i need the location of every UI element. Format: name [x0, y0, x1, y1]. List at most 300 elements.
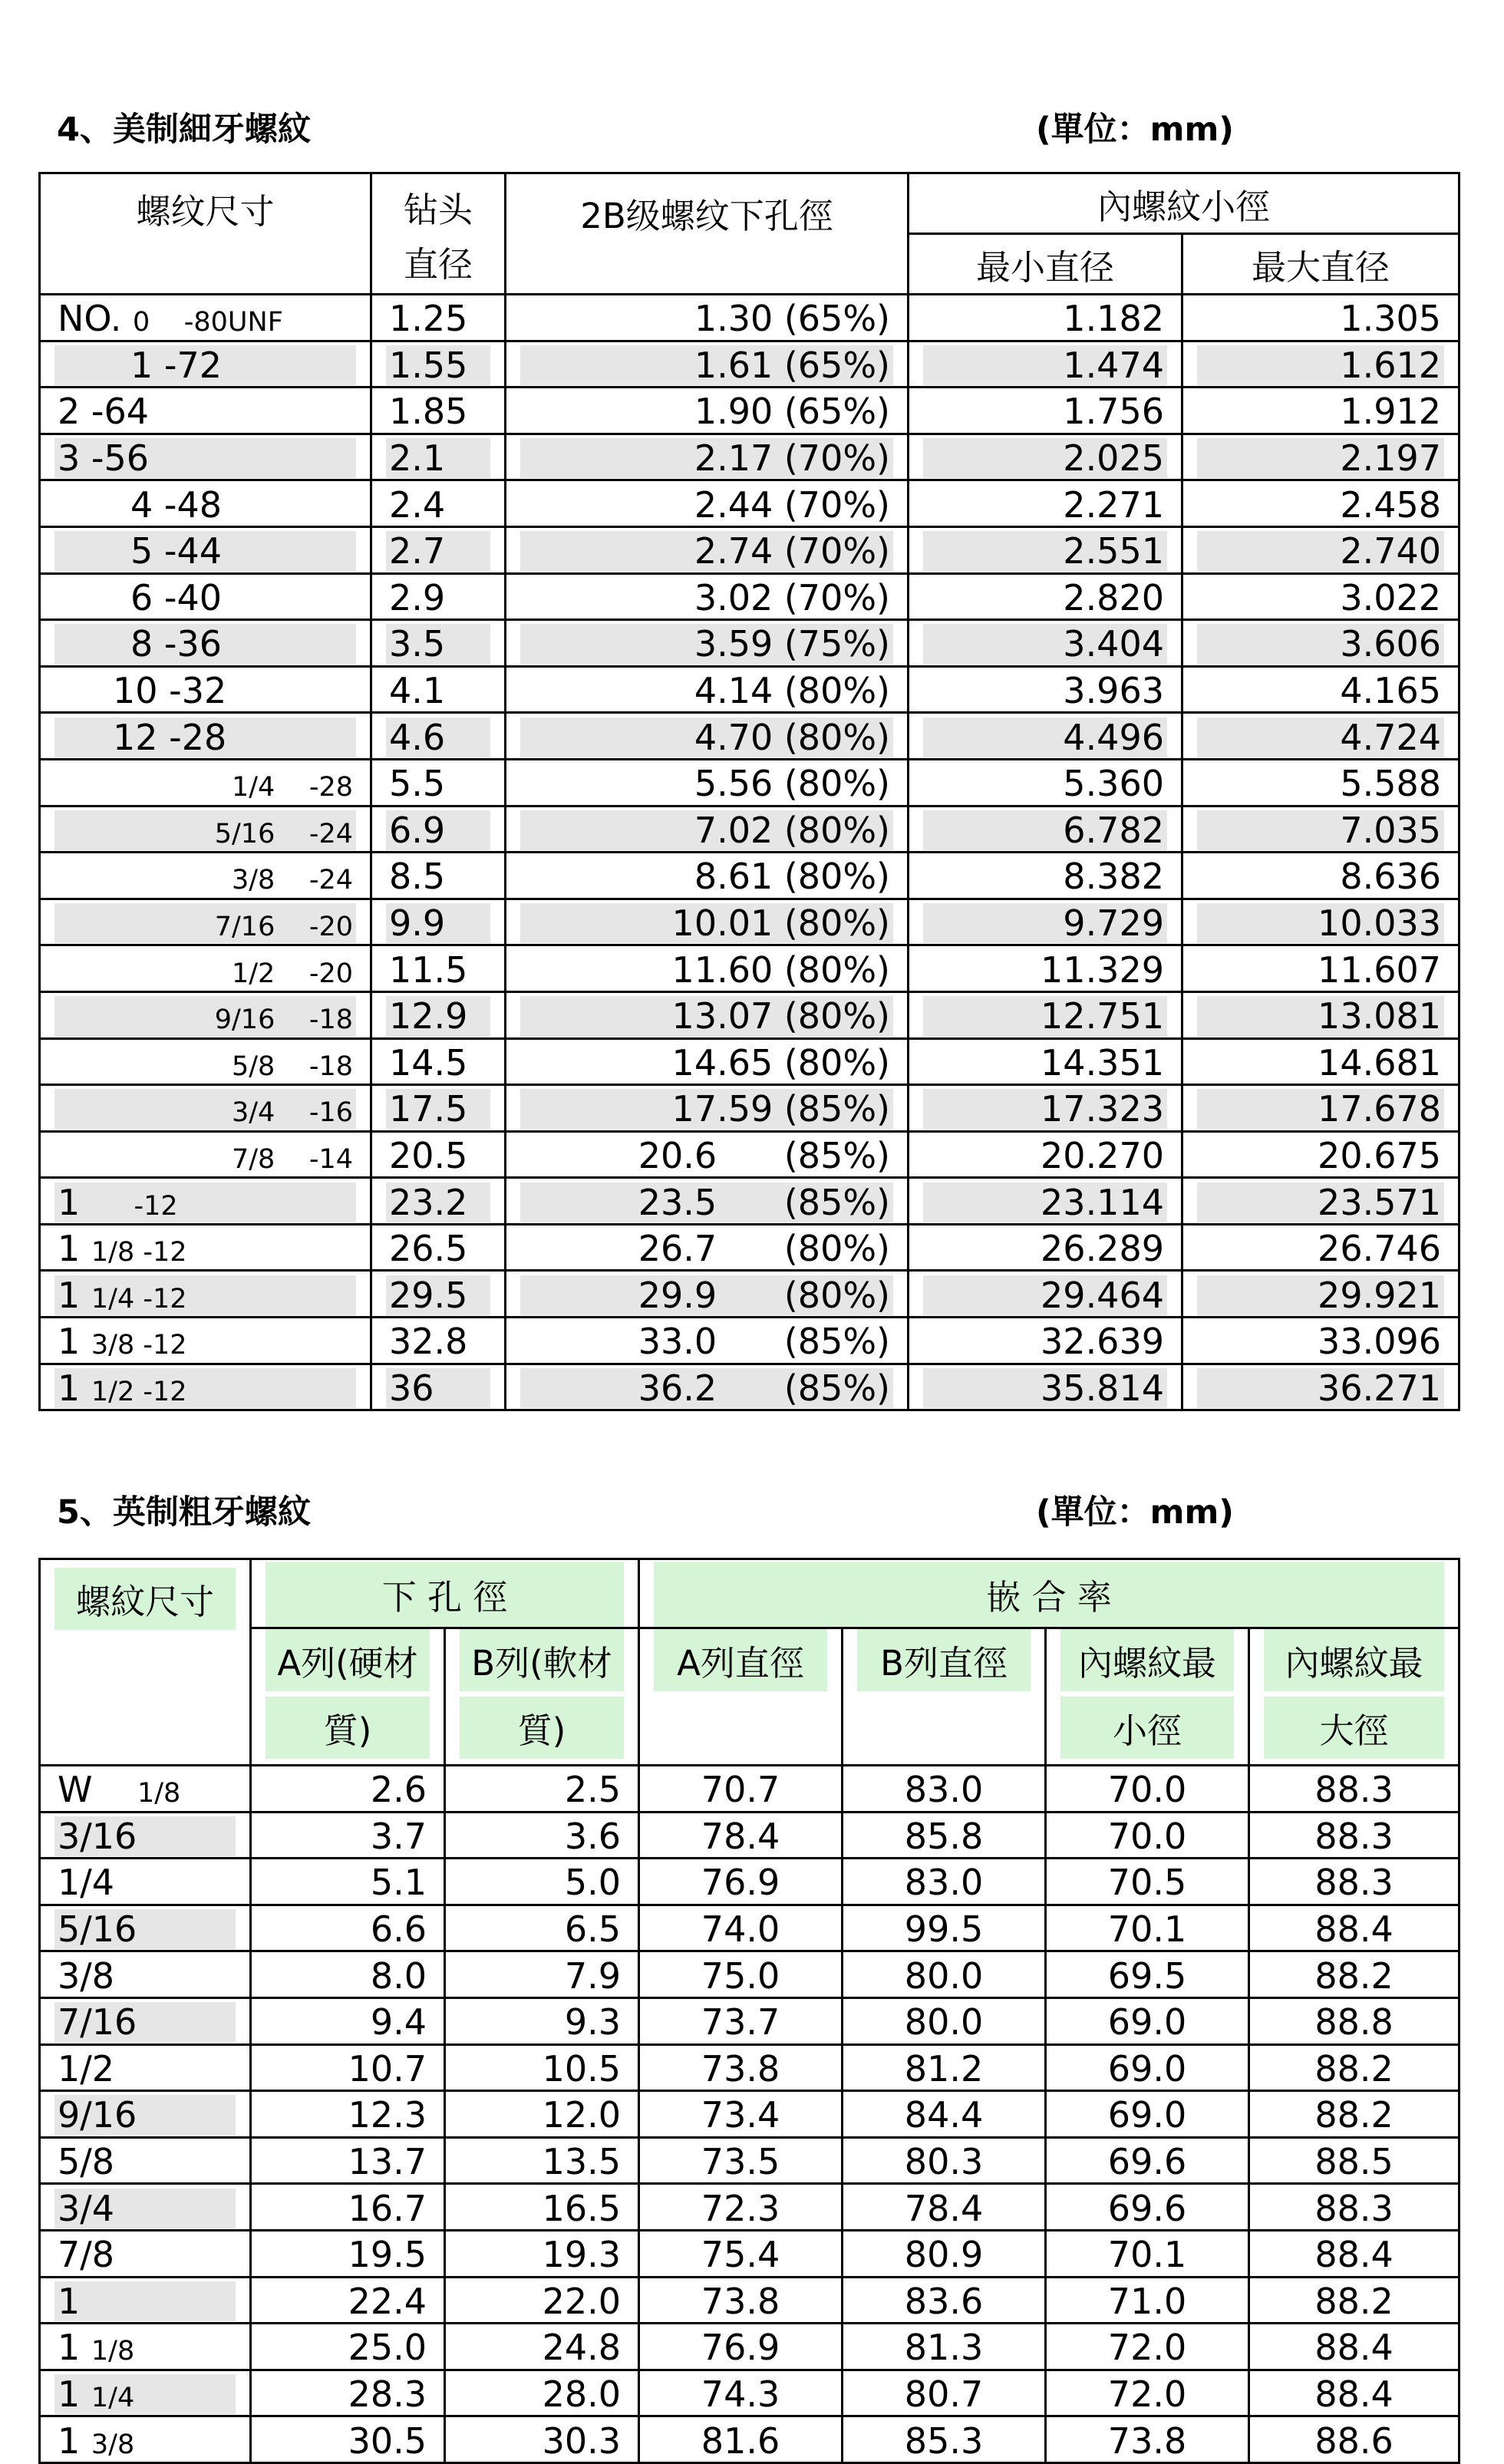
max-cell: 1.305 [1182, 295, 1459, 341]
b-dia-cell: 83.0 [843, 1859, 1046, 1905]
drill-cell: 4.6 [371, 713, 506, 760]
max-cell: 29.921 [1182, 1271, 1459, 1318]
table-row [40, 713, 1459, 760]
thread-size-cell [40, 2370, 251, 2416]
thread-size-cell [40, 1131, 371, 1178]
b-dia-cell: 85.8 [843, 1812, 1046, 1859]
hole-cell: 33.0 (85%) [506, 1318, 909, 1364]
table-row [40, 2370, 1459, 2416]
size-main: 3/8 [58, 1954, 115, 1997]
size-main: 2 -64 [58, 391, 150, 433]
b-dia-cell: 81.3 [843, 2324, 1046, 2370]
a-dia-cell: 78.4 [639, 1812, 843, 1859]
max-cell: 17.678 [1182, 1085, 1459, 1132]
hole-cell: 2.17 (70%) [506, 434, 909, 480]
table-row [40, 1224, 1459, 1271]
inner-min-cell: 69.5 [1046, 1951, 1249, 1998]
header-inner-max: 內螺紋最 [1249, 1628, 1459, 1697]
header-drill-diameter: 钻头 直径 [371, 173, 506, 295]
b-soft-cell: 22.0 [445, 2277, 639, 2324]
a-dia-cell: 75.4 [639, 2230, 843, 2277]
thread-size-cell [40, 295, 371, 341]
hole-cell: 23.5 (85%) [506, 1178, 909, 1225]
size-main: 1 -72 [130, 344, 223, 386]
thread-size-cell [40, 573, 371, 620]
max-cell: 3.022 [1182, 573, 1459, 620]
hole-cell: 7.02 (80%) [506, 806, 909, 853]
thread-size-cell [40, 341, 371, 388]
max-cell: 10.033 [1182, 899, 1459, 945]
hole-cell: 17.59 (85%) [506, 1085, 909, 1132]
max-cell: 2.740 [1182, 526, 1459, 573]
a-dia-cell: 72.3 [639, 2184, 843, 2231]
max-cell: 2.458 [1182, 480, 1459, 527]
hole-cell: 1.90 (65%) [506, 388, 909, 434]
inner-max-cell: 88.3 [1249, 1859, 1459, 1905]
b-dia-cell: 80.7 [843, 2370, 1046, 2416]
table-row [40, 526, 1459, 573]
header-hole-diameter: 下 孔 徑 [251, 1559, 639, 1628]
inner-max-cell: 88.8 [1249, 1997, 1459, 2044]
inner-min-cell: 70.0 [1046, 1766, 1249, 1813]
hole-cell: 2.44 (70%) [506, 480, 909, 527]
header-a-dia: A列直徑 [639, 1628, 843, 1766]
b-soft-cell: 7.9 [445, 1951, 639, 1998]
table-row [40, 991, 1459, 1038]
drill-cell: 6.9 [371, 806, 506, 853]
thread-size-cell [40, 2091, 251, 2138]
a-dia-cell: 73.4 [639, 2091, 843, 2138]
a-hard-cell: 8.0 [251, 1951, 445, 1998]
a-dia-cell: 70.7 [639, 1766, 843, 1813]
b-dia-cell: 83.0 [843, 1766, 1046, 1813]
size-main: 7/8 [58, 2234, 115, 2276]
thread-size-cell [40, 713, 371, 760]
inner-min-cell: 73.8 [1046, 2416, 1249, 2463]
table-row [40, 620, 1459, 667]
max-cell: 2.197 [1182, 434, 1459, 480]
size-sub: 0 -80UNF [133, 307, 283, 338]
table-row [40, 806, 1459, 853]
inner-min-cell: 69.0 [1046, 2044, 1249, 2091]
b-soft-cell: 13.5 [445, 2137, 639, 2184]
size-main: 6 -40 [130, 576, 223, 618]
min-cell: 35.814 [909, 1364, 1182, 1410]
table-row [40, 2137, 1459, 2184]
a-hard-cell: 19.5 [251, 2230, 445, 2277]
table-row [40, 759, 1459, 806]
max-cell: 7.035 [1182, 806, 1459, 853]
thread-size-cell [40, 1318, 371, 1364]
table-row [40, 573, 1459, 620]
inner-max-cell: 88.2 [1249, 2091, 1459, 2138]
thread-size-cell [40, 434, 371, 480]
inner-max-cell: 88.3 [1249, 2184, 1459, 2231]
size-main: 1/4 [58, 1862, 115, 1904]
drill-cell: 4.1 [371, 666, 506, 713]
size-main: 7/16 [58, 2001, 137, 2043]
min-cell: 26.289 [909, 1224, 1182, 1271]
size-sub: 5/8 -18 [232, 1051, 353, 1082]
max-cell: 8.636 [1182, 853, 1459, 899]
table-row [40, 1766, 1459, 1813]
drill-cell: 17.5 [371, 1085, 506, 1132]
table-row [40, 2324, 1459, 2370]
thread-size-cell [40, 526, 371, 573]
max-cell: 4.724 [1182, 713, 1459, 760]
table-row [40, 2277, 1459, 2324]
max-cell: 1.912 [1182, 388, 1459, 434]
thread-size-cell [40, 2324, 251, 2370]
min-cell: 17.323 [909, 1085, 1182, 1132]
min-cell: 8.382 [909, 853, 1182, 899]
b-dia-cell: 80.3 [843, 2137, 1046, 2184]
size-main: 1 [58, 1228, 81, 1270]
size-main: 12 -28 [113, 716, 227, 758]
inner-max-cell: 88.4 [1249, 2324, 1459, 2370]
header-a-hard: A列(硬材 [251, 1628, 445, 1697]
b-dia-cell: 78.4 [843, 2184, 1046, 2231]
max-cell: 20.675 [1182, 1131, 1459, 1178]
section5-title: 5、英制粗牙螺紋 [57, 1493, 311, 1532]
min-cell: 12.751 [909, 991, 1182, 1038]
header-max-diameter: 最大直径 [1182, 234, 1459, 295]
size-sub: 7/16 -20 [214, 912, 353, 943]
table-row [40, 666, 1459, 713]
drill-cell: 36 [371, 1364, 506, 1410]
drill-cell: 29.5 [371, 1271, 506, 1318]
hole-cell: 13.07 (80%) [506, 991, 909, 1038]
size-sub: 1/4 -28 [232, 772, 353, 803]
a-hard-cell: 12.3 [251, 2091, 445, 2138]
size-sub: 1/8 [91, 2336, 135, 2367]
hole-cell: 20.6 (85%) [506, 1131, 909, 1178]
inner-max-cell: 88.3 [1249, 1812, 1459, 1859]
inner-min-cell: 72.0 [1046, 2324, 1249, 2370]
inner-min-cell: 70.1 [1046, 1905, 1249, 1951]
min-cell: 11.329 [909, 945, 1182, 992]
inner-min-cell: 70.0 [1046, 1812, 1249, 1859]
b-dia-cell: 99.5 [843, 1905, 1046, 1951]
table-row [40, 1038, 1459, 1085]
min-cell: 1.756 [909, 388, 1182, 434]
size-main: 1/2 [58, 2047, 115, 2090]
drill-cell: 32.8 [371, 1318, 506, 1364]
a-dia-cell: 73.7 [639, 1997, 843, 2044]
thread-size-cell [40, 2044, 251, 2091]
inner-min-cell: 69.0 [1046, 1997, 1249, 2044]
section4-title: 4、美制細牙螺紋 [57, 111, 311, 149]
thread-size-cell [40, 2137, 251, 2184]
size-sub: 9/16 -18 [214, 1004, 353, 1036]
inner-max-cell: 88.4 [1249, 2370, 1459, 2416]
a-hard-cell: 28.3 [251, 2370, 445, 2416]
b-soft-cell: 9.3 [445, 1997, 639, 2044]
min-cell: 14.351 [909, 1038, 1182, 1085]
drill-cell: 14.5 [371, 1038, 506, 1085]
min-cell: 29.464 [909, 1271, 1182, 1318]
a-dia-cell: 75.0 [639, 1951, 843, 1998]
b-dia-cell: 84.4 [843, 2091, 1046, 2138]
table-row [40, 1131, 1459, 1178]
size-sub: 3/8 -12 [91, 1330, 187, 1361]
inner-max-cell: 88.2 [1249, 2044, 1459, 2091]
hole-cell: 4.14 (80%) [506, 666, 909, 713]
header-fit-ratio: 嵌 合 率 [639, 1559, 1459, 1628]
table-row [40, 388, 1459, 434]
section5-unit: (單位：mm) [1036, 1493, 1234, 1532]
thread-size-cell [40, 1951, 251, 1998]
thread-size-cell [40, 899, 371, 945]
size-sub: -12 [91, 1190, 178, 1222]
b-soft-cell: 30.3 [445, 2416, 639, 2463]
thread-size-cell [40, 1997, 251, 2044]
size-sub: 1/4 -12 [91, 1283, 187, 1314]
max-cell: 13.081 [1182, 991, 1459, 1038]
inner-min-cell: 70.5 [1046, 1859, 1249, 1905]
inner-max-cell: 88.3 [1249, 1766, 1459, 1813]
size-sub: 3/4 -16 [232, 1097, 353, 1129]
drill-cell: 1.85 [371, 388, 506, 434]
thread-size-cell [40, 1085, 371, 1132]
inner-min-cell: 69.0 [1046, 2091, 1249, 2138]
inner-min-cell: 71.0 [1046, 2277, 1249, 2324]
table-row [40, 2184, 1459, 2231]
thread-size-cell [40, 620, 371, 667]
b-dia-cell: 83.6 [843, 2277, 1046, 2324]
min-cell: 3.404 [909, 620, 1182, 667]
min-cell: 4.496 [909, 713, 1182, 760]
size-main: 1 [58, 2373, 81, 2416]
size-sub: 1/8 [137, 1778, 181, 1809]
hole-cell: 36.2 (85%) [506, 1364, 909, 1410]
thread-size-cell [40, 2230, 251, 2277]
table-row [40, 899, 1459, 945]
min-cell: 6.782 [909, 806, 1182, 853]
table-row [40, 2091, 1459, 2138]
hole-cell: 26.7 (80%) [506, 1224, 909, 1271]
min-cell: 3.963 [909, 666, 1182, 713]
b-soft-cell: 12.0 [445, 2091, 639, 2138]
thread-size-cell [40, 853, 371, 899]
size-main: 4 -48 [130, 483, 223, 526]
inner-max-cell: 88.6 [1249, 2416, 1459, 2463]
max-cell: 14.681 [1182, 1038, 1459, 1085]
table-row [40, 1318, 1459, 1364]
hole-cell: 10.01 (80%) [506, 899, 909, 945]
drill-cell: 8.5 [371, 853, 506, 899]
b-soft-cell: 19.3 [445, 2230, 639, 2277]
header-minor-diameter: 內螺紋小徑 [909, 173, 1459, 234]
drill-cell: 2.9 [371, 573, 506, 620]
a-hard-cell: 22.4 [251, 2277, 445, 2324]
drill-cell: 9.9 [371, 899, 506, 945]
min-cell: 23.114 [909, 1178, 1182, 1225]
table-row [40, 1271, 1459, 1318]
inner-max-cell: 88.2 [1249, 1951, 1459, 1998]
thread-size-cell [40, 806, 371, 853]
thread-size-cell [40, 759, 371, 806]
b-soft-cell: 16.5 [445, 2184, 639, 2231]
thread-size-cell [40, 2416, 251, 2463]
a-dia-cell: 81.6 [639, 2416, 843, 2463]
thread-size-cell [40, 2277, 251, 2324]
min-cell: 2.551 [909, 526, 1182, 573]
size-sub: 3/8 [91, 2429, 135, 2460]
max-cell: 36.271 [1182, 1364, 1459, 1410]
size-main: 10 -32 [113, 670, 227, 712]
hole-cell: 11.60 (80%) [506, 945, 909, 992]
hole-cell: 3.02 (70%) [506, 573, 909, 620]
inner-min-cell: 72.0 [1046, 2370, 1249, 2416]
table-row [40, 945, 1459, 992]
table-row [40, 2230, 1459, 2277]
a-dia-cell: 76.9 [639, 1859, 843, 1905]
hole-cell: 29.9 (80%) [506, 1271, 909, 1318]
thread-size-cell [40, 1364, 371, 1410]
b-soft-cell: 5.0 [445, 1859, 639, 1905]
size-main: W [58, 1769, 93, 1811]
table-row [40, 1859, 1459, 1905]
min-cell: 20.270 [909, 1131, 1182, 1178]
header-min-diameter: 最小直径 [909, 234, 1182, 295]
size-main: 1 [58, 1367, 81, 1409]
header-thread-size: 螺紋尺寸 [40, 1559, 251, 1766]
drill-cell: 12.9 [371, 991, 506, 1038]
table-row [40, 2416, 1459, 2463]
b-dia-cell: 80.9 [843, 2230, 1046, 2277]
b-dia-cell: 81.2 [843, 2044, 1046, 2091]
max-cell: 5.588 [1182, 759, 1459, 806]
thread-size-cell [40, 1224, 371, 1271]
drill-cell: 2.4 [371, 480, 506, 527]
size-sub: 1/8 -12 [91, 1237, 187, 1268]
max-cell: 11.607 [1182, 945, 1459, 992]
a-hard-cell: 3.7 [251, 1812, 445, 1859]
inner-max-cell: 88.2 [1249, 2277, 1459, 2324]
size-main: 1 [58, 1321, 81, 1363]
table-row [40, 295, 1459, 341]
table-row [40, 1905, 1459, 1951]
thread-size-cell [40, 1766, 251, 1813]
b-soft-cell: 2.5 [445, 1766, 639, 1813]
hole-cell: 8.61 (80%) [506, 853, 909, 899]
header-inner-min-2: 小徑 [1046, 1697, 1249, 1766]
max-cell: 26.746 [1182, 1224, 1459, 1271]
header-b-soft-2: 質) [445, 1697, 639, 1766]
drill-cell: 23.2 [371, 1178, 506, 1225]
thread-size-cell [40, 388, 371, 434]
b-dia-cell: 85.3 [843, 2416, 1046, 2463]
a-hard-cell: 13.7 [251, 2137, 445, 2184]
hole-cell: 3.59 (75%) [506, 620, 909, 667]
b-soft-cell: 3.6 [445, 1812, 639, 1859]
a-hard-cell: 16.7 [251, 2184, 445, 2231]
drill-cell: 20.5 [371, 1131, 506, 1178]
table-row [40, 1364, 1459, 1410]
max-cell: 23.571 [1182, 1178, 1459, 1225]
min-cell: 1.474 [909, 341, 1182, 388]
inner-max-cell: 88.5 [1249, 2137, 1459, 2184]
a-hard-cell: 30.5 [251, 2416, 445, 2463]
size-sub: 7/8 -14 [232, 1143, 353, 1175]
thread-size-cell [40, 1038, 371, 1085]
size-main: 8 -36 [130, 623, 223, 665]
table-row [40, 1812, 1459, 1859]
inner-max-cell: 88.4 [1249, 2230, 1459, 2277]
hole-cell: 2.74 (70%) [506, 526, 909, 573]
min-cell: 2.271 [909, 480, 1182, 527]
hole-cell: 5.56 (80%) [506, 759, 909, 806]
drill-cell: 1.25 [371, 295, 506, 341]
table-row [40, 1951, 1459, 1998]
thread-size-cell [40, 1812, 251, 1859]
max-cell: 1.612 [1182, 341, 1459, 388]
coarse-thread-table [38, 1558, 1460, 2464]
table-row [40, 1085, 1459, 1132]
a-dia-cell: 73.8 [639, 2044, 843, 2091]
size-main: 3/4 [58, 2187, 115, 2229]
thread-size-cell [40, 480, 371, 527]
thread-size-cell [40, 2184, 251, 2231]
b-soft-cell: 24.8 [445, 2324, 639, 2370]
table-row [40, 341, 1459, 388]
inner-min-cell: 70.1 [1046, 2230, 1249, 2277]
a-hard-cell: 9.4 [251, 1997, 445, 2044]
drill-cell: 2.7 [371, 526, 506, 573]
a-dia-cell: 73.8 [639, 2277, 843, 2324]
max-cell: 33.096 [1182, 1318, 1459, 1364]
header-a-hard-2: 質) [251, 1697, 445, 1766]
header-b-dia: B列直徑 [843, 1628, 1046, 1766]
table-row [40, 1997, 1459, 2044]
b-soft-cell: 28.0 [445, 2370, 639, 2416]
header-thread-size: 螺纹尺寸 [40, 173, 371, 295]
b-soft-cell: 6.5 [445, 1905, 639, 1951]
min-cell: 32.639 [909, 1318, 1182, 1364]
a-hard-cell: 5.1 [251, 1859, 445, 1905]
thread-size-cell [40, 1859, 251, 1905]
inner-min-cell: 69.6 [1046, 2137, 1249, 2184]
size-main: 1 [58, 2280, 81, 2322]
size-sub: 1/2 -12 [91, 1376, 187, 1407]
size-main: 9/16 [58, 2094, 137, 2136]
table-row [40, 1178, 1459, 1225]
thread-size-cell [40, 1271, 371, 1318]
table-row [40, 853, 1459, 899]
hole-cell: 14.65 (80%) [506, 1038, 909, 1085]
size-main: 3 -56 [58, 437, 150, 480]
drill-cell: 11.5 [371, 945, 506, 992]
header-inner-max-2: 大徑 [1249, 1697, 1459, 1766]
max-cell: 3.606 [1182, 620, 1459, 667]
unf-fine-thread-table [38, 172, 1460, 1411]
size-main: 1 [58, 2327, 81, 2369]
size-main: NO. [58, 298, 122, 340]
thread-size-cell [40, 1178, 371, 1225]
size-main: 1 [58, 1274, 81, 1316]
size-sub: 3/8 -24 [232, 865, 353, 896]
a-dia-cell: 74.3 [639, 2370, 843, 2416]
drill-cell: 26.5 [371, 1224, 506, 1271]
inner-min-cell: 69.6 [1046, 2184, 1249, 2231]
b-dia-cell: 80.0 [843, 1997, 1046, 2044]
size-main: 3/16 [58, 1815, 137, 1857]
size-main: 1 [58, 2419, 81, 2462]
table-row [40, 480, 1459, 527]
max-cell: 4.165 [1182, 666, 1459, 713]
drill-cell: 5.5 [371, 759, 506, 806]
